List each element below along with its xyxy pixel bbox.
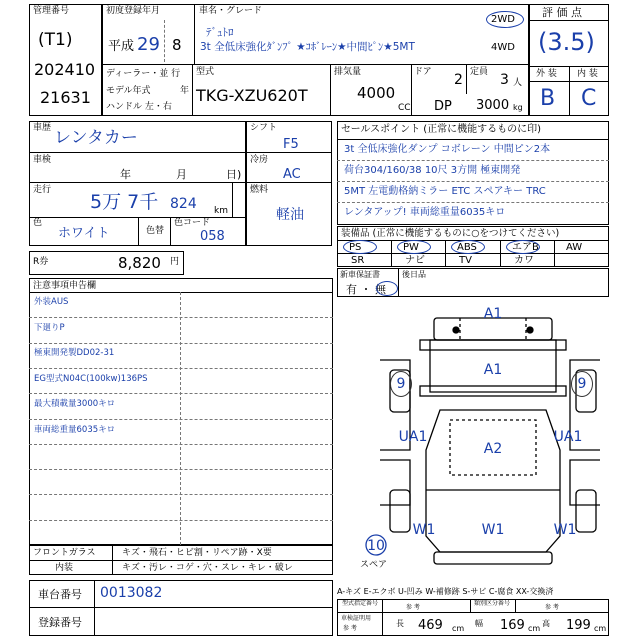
- model-name-label: 車名・グレード: [199, 6, 263, 16]
- notes-divider: [29, 444, 333, 445]
- color-code-label: 色コード: [174, 218, 211, 228]
- model-year-label: モデル年式: [106, 86, 151, 96]
- score-ext-label: 外 装: [536, 69, 557, 79]
- dims-l-unit: cm: [452, 624, 465, 633]
- dims-w-label: 幅: [475, 619, 483, 628]
- damage-mark: A1: [483, 362, 503, 378]
- damage-mark: 9: [396, 376, 406, 392]
- score-ext: B: [540, 86, 556, 111]
- note-item: 車両総重量6035キロ: [34, 424, 116, 435]
- notes-divider: [29, 368, 333, 369]
- fuel-value: 軽油: [276, 207, 304, 223]
- score-value: (3.5): [538, 28, 595, 56]
- score-label: 評 価 点: [542, 6, 582, 19]
- cap-label: 定員: [470, 67, 489, 77]
- kg: kg: [513, 103, 523, 112]
- door-label: ドア: [414, 67, 432, 77]
- warranty-value: 有 ・ 無: [346, 283, 386, 296]
- mgmt-num1: 202410: [34, 60, 96, 79]
- dims-l: 469: [418, 618, 443, 633]
- sales-divider: [337, 181, 609, 182]
- equip-check-icon: [506, 240, 540, 254]
- score-int: C: [581, 86, 597, 111]
- dims-model-sub: 参 考: [406, 604, 420, 611]
- reg-label: 初度登録年月: [106, 6, 161, 16]
- history-label: 車歴: [33, 123, 52, 133]
- note-item: 最大積載量3000キロ: [34, 399, 116, 409]
- shift-label: シフト: [250, 123, 278, 133]
- equip-divider: [445, 240, 446, 267]
- mgmt-label: 管理番号: [33, 6, 70, 16]
- ac-value: AC: [283, 167, 301, 182]
- history-value: レンタカー: [54, 128, 138, 148]
- dims-w: 169: [500, 618, 525, 633]
- spare-label: スペア: [360, 560, 388, 570]
- note-item: 外装AUS: [34, 297, 69, 307]
- shaken-label: 車検: [33, 155, 52, 165]
- equip-divider: [554, 240, 555, 267]
- load: 3000: [476, 98, 510, 113]
- sales-line: レンタアップ! 車両総重量6035キロ: [344, 207, 506, 218]
- ac-label: 冷房: [250, 155, 269, 165]
- sales-line: 5MT 左電動格納ミラー ETC スペアキー TRC: [344, 186, 546, 197]
- color-code: 058: [200, 229, 225, 244]
- dealer-label: ディーラー・並 行: [106, 69, 181, 79]
- dims-w-unit: cm: [528, 624, 541, 633]
- type-label: 型式: [196, 67, 215, 77]
- mileage-unit: km: [214, 206, 228, 216]
- reg-year: 29: [137, 34, 160, 55]
- damage-mark: A1: [483, 306, 503, 322]
- disp: 4000: [357, 84, 396, 102]
- interior-value: キズ・汚レ・コゲ・穴・スレ・キレ・破レ: [122, 563, 293, 573]
- dims-model-label: 型式指定番号: [342, 600, 379, 607]
- sales-line: 3t 全低床強化ダンプ コボレーン 中間ピン2本: [344, 144, 551, 155]
- notes-divider: [29, 393, 333, 394]
- dims-class-label: 類別区分番号: [474, 600, 511, 607]
- equip-check-icon: [343, 240, 377, 254]
- glass-label: フロントガラス: [33, 548, 96, 558]
- notes-label: 注意事項申告欄: [33, 281, 97, 291]
- cap-unit: 人: [513, 78, 523, 88]
- mileage-sub: 824: [170, 196, 197, 212]
- cap: 3: [500, 72, 509, 88]
- fourwd: 4WD: [491, 42, 515, 53]
- dims-l-label: 長: [396, 619, 404, 628]
- equip-item: カワ: [514, 255, 534, 266]
- score-int-label: 内 装: [577, 69, 598, 79]
- dp: DP: [434, 99, 452, 114]
- shaken-year: 年: [120, 168, 131, 181]
- dims-cert-sub: 参 考: [343, 625, 357, 632]
- notes-divider: [29, 494, 333, 495]
- damage-mark: 9: [577, 376, 587, 392]
- mgmt-t1: (T1): [38, 30, 73, 50]
- note-item: 極東開発製DD02-31: [34, 348, 115, 358]
- equip-check-icon: [451, 240, 485, 254]
- dims-h-unit: cm: [594, 624, 607, 633]
- mileage-label: 走行: [33, 185, 52, 195]
- dims-class-sub: 参 考: [545, 604, 559, 611]
- reg-number-label: 登録番号: [38, 616, 82, 629]
- equip-check-icon: [397, 240, 431, 254]
- equip-label: 装備品 (正常に機能するものに○をつけてください): [341, 228, 560, 239]
- notes-divider: [29, 469, 333, 470]
- door: 2: [454, 72, 463, 88]
- cc: CC: [398, 103, 411, 113]
- equip-item: TV: [459, 255, 472, 266]
- equip-item: ABS: [457, 242, 477, 253]
- reg-month: 8: [172, 36, 182, 54]
- equip-item: ナビ: [405, 255, 425, 266]
- equip-item: PS: [349, 242, 362, 253]
- color-value: ホワイト: [58, 226, 110, 241]
- mgmt-num2: 21631: [40, 88, 91, 107]
- damage-mark: A2: [483, 441, 503, 457]
- damage-mark: W1: [553, 522, 577, 538]
- shift-value: F5: [283, 137, 299, 152]
- twowd: 2WD: [491, 14, 515, 25]
- damage-circle-icon: [390, 371, 412, 397]
- spare-mark: 10: [367, 538, 385, 554]
- color-label: 色: [33, 218, 43, 228]
- mileage-value: 5万 7千: [90, 191, 159, 213]
- equip-item: エアB: [512, 242, 539, 253]
- rken-label: R券: [33, 257, 49, 267]
- rken-unit: 円: [170, 257, 180, 267]
- interior-label: 内装: [55, 563, 74, 573]
- reg-era: 平成: [108, 39, 135, 54]
- note-item: EG型式N04C(100kw)136PS: [34, 373, 148, 384]
- equip-item: PW: [403, 242, 419, 253]
- sales-divider: [337, 202, 609, 203]
- sales-divider: [337, 160, 609, 161]
- color-change-label: 色替: [146, 226, 165, 236]
- damage-circle-icon: [571, 371, 593, 397]
- chassis-label: 車台番号: [38, 588, 82, 601]
- model-year-unit: 年: [180, 86, 190, 96]
- fuel-label: 燃料: [250, 185, 269, 195]
- dims-h: 199: [566, 618, 591, 633]
- equip-divider: [500, 240, 501, 267]
- disp-label: 排気量: [334, 67, 362, 77]
- chassis-value: 0013082: [100, 585, 163, 601]
- shaken-month: 月: [176, 168, 187, 181]
- handle-label: ハンドル 左・右: [106, 102, 172, 112]
- model-grade: 3t 全低床強化ﾀﾞﾝﾌﾟ ★ｺﾎﾞﾚｰﾝ★中間ﾋﾟﾝ★5MT: [200, 41, 415, 53]
- equip-item: SR: [351, 255, 365, 266]
- dims-cert-label: 車検証明用: [341, 615, 372, 622]
- shaken-day: 日): [226, 168, 242, 181]
- sales-label: セールスポイント (正常に機能するものに印): [341, 124, 542, 135]
- warranty-label: 新車保証書: [340, 270, 380, 279]
- notes-divider: [29, 520, 333, 521]
- warranty-date-label: 後日品: [402, 270, 426, 279]
- dims-h-label: 高: [542, 619, 550, 628]
- glass-value: キズ・飛石・ヒビ割・リペア跡・X要: [122, 548, 272, 558]
- notes-divider: [29, 343, 333, 344]
- equip-divider: [391, 240, 392, 267]
- damage-legend: A-キズ E-エクボ U-凹み W-補修跡 S-サビ C-腐食 XX-交換済: [337, 587, 554, 596]
- type: TKG-XZU620T: [196, 86, 308, 105]
- damage-mark: UA1: [398, 429, 428, 445]
- notes-divider: [29, 419, 333, 420]
- vehicle-box: [102, 4, 529, 116]
- note-item: 下廻りP: [34, 322, 65, 333]
- sales-line: 荷台304/160/38 10尺 3方開 極東開発: [344, 165, 521, 176]
- damage-mark: UA1: [553, 429, 583, 445]
- notes-divider: [29, 317, 333, 318]
- model-name: ﾃﾞｭﾄﾛ: [206, 26, 234, 39]
- equip-item: AW: [566, 242, 583, 253]
- damage-mark: W1: [481, 522, 505, 538]
- damage-mark: W1: [412, 522, 436, 538]
- rken-value: 8,820: [118, 254, 161, 272]
